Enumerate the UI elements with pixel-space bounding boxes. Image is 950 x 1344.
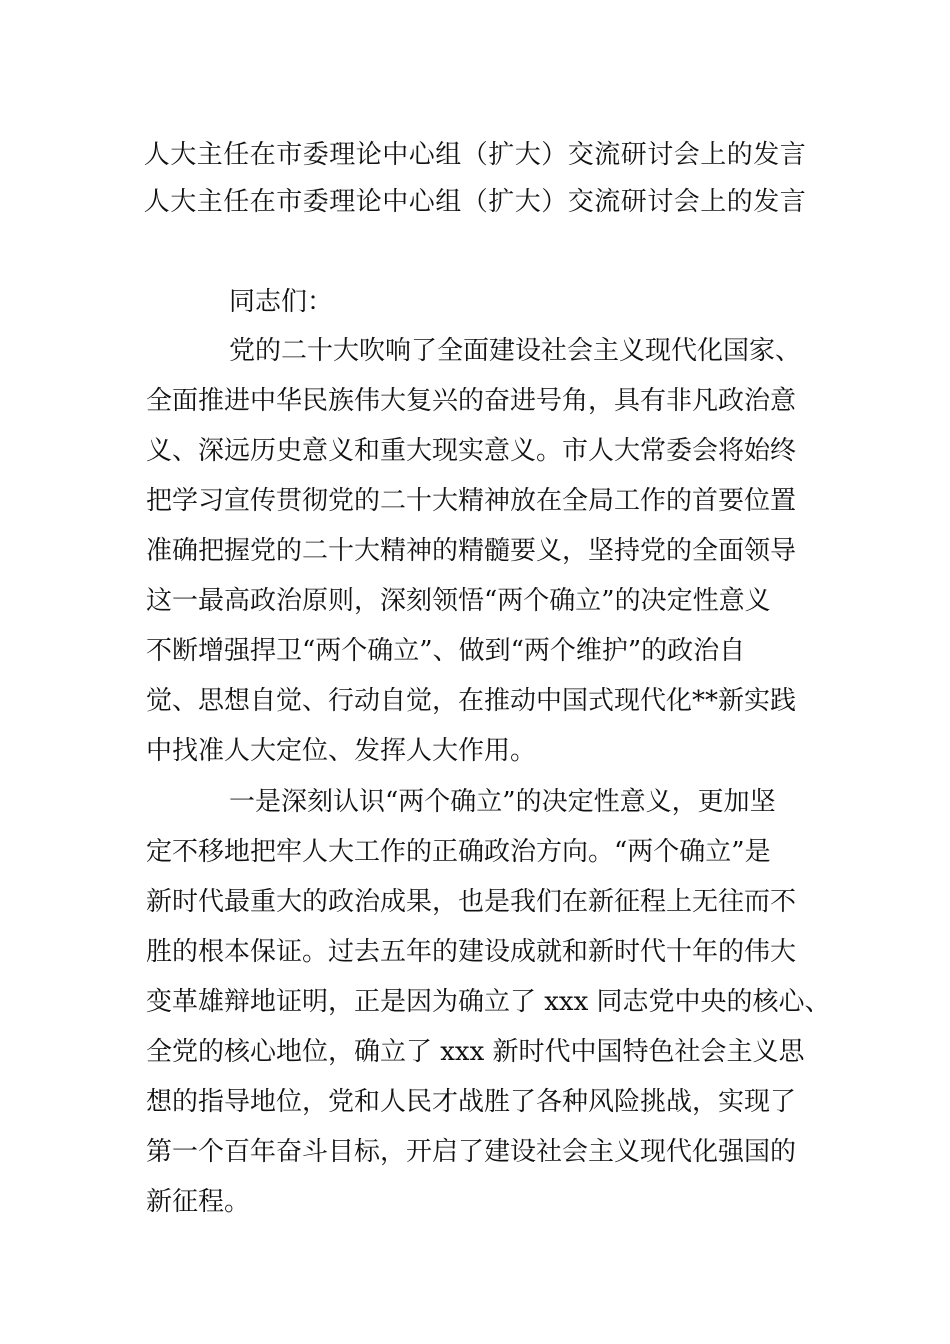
text-line: 不断增强捍卫“两个确立”、做到“两个维护”的政治自 [146, 636, 746, 666]
salutation: 同志们： [229, 287, 334, 317]
text-line: 中找准人大定位、发挥人大作用。 [146, 736, 537, 766]
text-line: 全党的核心地位，确立了 xxx 新时代中国特色社会主义思 [146, 1037, 805, 1067]
text-line: 胜的根本保证。过去五年的建设成就和新时代十年的伟大 [146, 937, 797, 967]
document-title: 人大主任在市委理论中心组（扩大）交流研讨会上的发言 [143, 140, 807, 170]
text-line: 一是深刻认识“两个确立”的决定性意义，更加坚 [229, 787, 776, 817]
text-line: 第一个百年奋斗目标，开启了建设社会主义现代化强国的 [146, 1137, 797, 1167]
text-line: 想的指导地位，党和人民才战胜了各种风险挑战，实现了 [146, 1087, 797, 1117]
text-line: 新时代最重大的政治成果，也是我们在新征程上无往而不 [146, 887, 797, 917]
text-line: 新征程。 [146, 1187, 251, 1217]
document-title-repeat: 人大主任在市委理论中心组（扩大）交流研讨会上的发言 [143, 187, 807, 217]
text-line: 这一最高政治原则，深刻领悟“两个确立”的决定性意义 [146, 586, 771, 616]
text-line: 义、深远历史意义和重大现实意义。市人大常委会将始终 [146, 436, 797, 466]
text-line: 觉、思想自觉、行动自觉，在推动中国式现代化**新实践 [146, 686, 797, 716]
text-line: 变革雄辩地证明，正是因为确立了 xxx 同志党中央的核心、 [146, 987, 831, 1017]
text-line: 定不移地把牢人大工作的正确政治方向。“两个确立”是 [146, 837, 771, 867]
text-line: 把学习宣传贯彻党的二十大精神放在全局工作的首要位置 [146, 486, 797, 516]
text-line: 党的二十大吹响了全面建设社会主义现代化国家、 [229, 336, 802, 366]
text-line: 准确把握党的二十大精神的精髓要义，坚持党的全面领导 [146, 536, 797, 566]
text-line: 全面推进中华民族伟大复兴的奋进号角，具有非凡政治意 [146, 386, 797, 416]
